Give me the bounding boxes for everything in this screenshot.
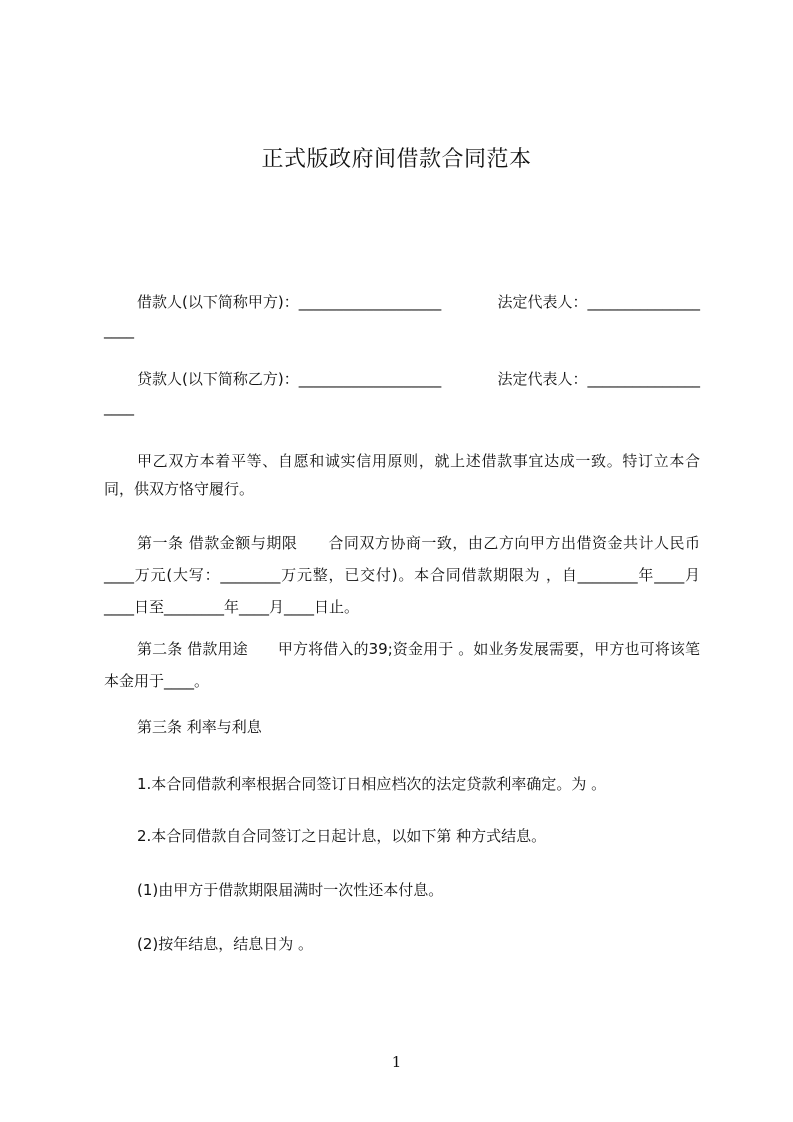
borrower-section	[104, 288, 700, 344]
item-1-section	[104, 770, 700, 798]
item-2-paragraph: 2.本合同借款自合同签订之日起计息，以如下第 种方式结息。	[137, 827, 547, 845]
item-2-section	[104, 822, 700, 850]
article-3-heading: 第三条 利率与利息	[137, 718, 262, 736]
item-1-paragraph: 1.本合同借款利率根据合同签订日相应档次的法定贷款利率确定。为 。	[137, 775, 607, 793]
borrower-representative: 法定代表人：_______________	[497, 293, 700, 311]
borrower-label: 借款人(以下简称甲方)：___________________	[137, 293, 442, 311]
option-1-paragraph: (1)由甲方于借款期限届满时一次性还本付息。	[137, 881, 444, 899]
lender-line	[104, 365, 700, 393]
article-1-paragraph: 第一条 借款金额与期限 合同双方协商一致，由乙方向甲方出借资金共计人民币 ____万元(大写：________万元整，已交付)。本合同借款期限为 ，自________年____月____日至________年____月____日止。	[104, 534, 700, 616]
lender-section	[104, 365, 700, 421]
option-2-paragraph: (2)按年结息，结息日为 。	[137, 935, 314, 953]
option-2-section	[104, 930, 700, 958]
borrower-line-continuation: ____	[104, 321, 134, 339]
option-1-section	[104, 876, 700, 904]
article-2-paragraph: 第二条 借款用途 甲方将借入的39;资金用于 。如业务发展需要，甲方也可将该笔本金用于____。	[104, 640, 700, 690]
article-1-section	[104, 527, 700, 623]
intro-paragraph: 甲乙双方本着平等、自愿和诚实信用原则，就上述借款事宜达成一致。特订立本合同，供双方恪守履行。	[104, 452, 700, 498]
borrower-line	[104, 288, 700, 316]
document-title: 正式版政府间借款合同范本	[261, 147, 532, 172]
article-3-section	[104, 713, 700, 741]
article-2-section	[104, 633, 700, 697]
page-number: 1	[391, 1053, 402, 1071]
lender-label: 贷款人(以下简称乙方)：___________________	[137, 370, 442, 388]
lender-representative: 法定代表人：_______________	[497, 370, 700, 388]
lender-line-continuation: ____	[104, 398, 134, 416]
intro-section	[104, 447, 700, 503]
